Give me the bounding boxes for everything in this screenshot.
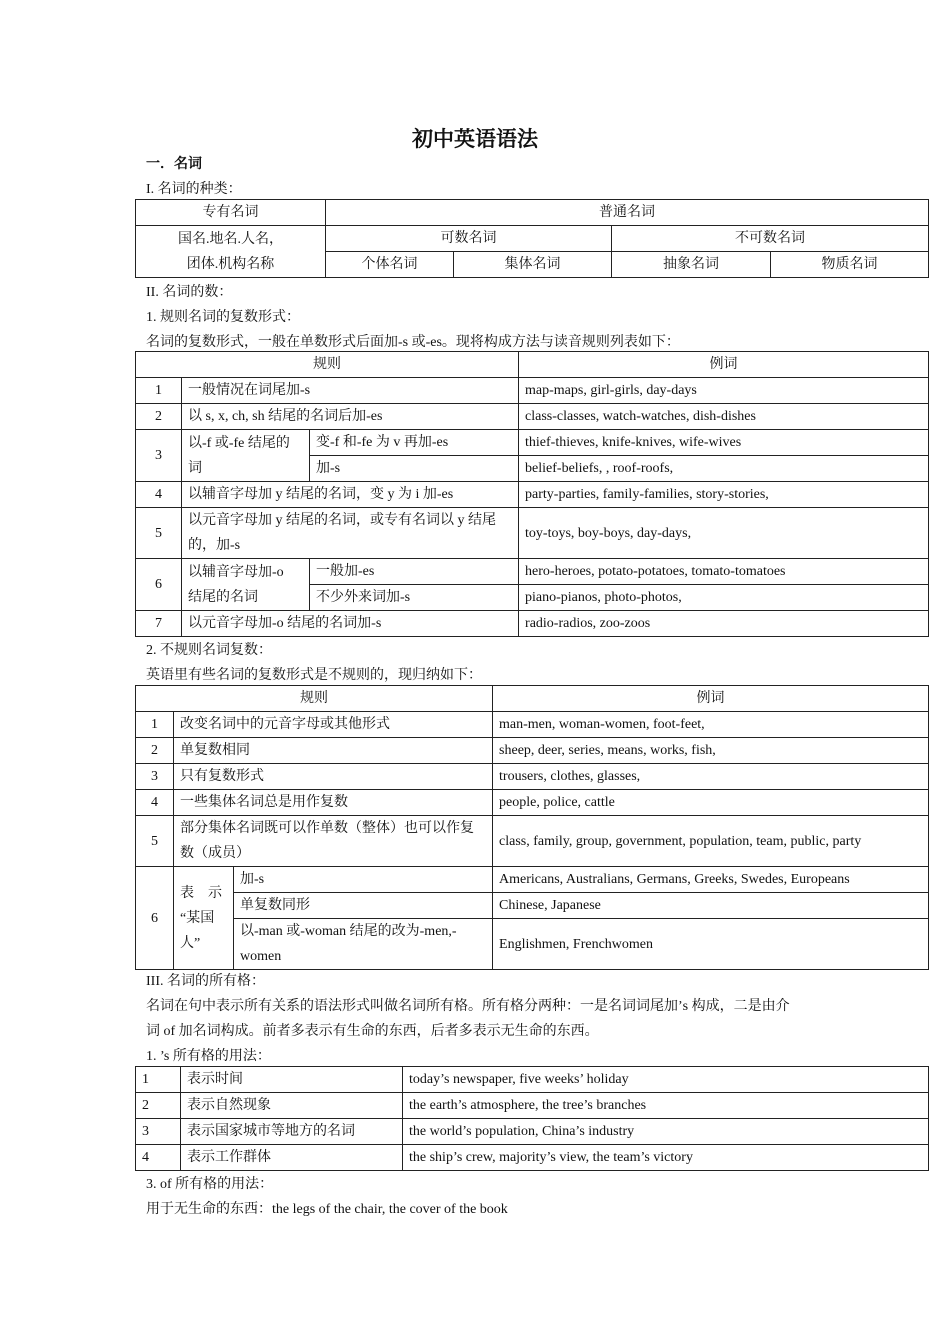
sub-rule-cell: [234, 919, 493, 970]
example-cell: trousers, clothes, glasses,: [493, 764, 929, 790]
row-number: 6: [136, 559, 182, 611]
rule-line: 结尾的名词: [188, 589, 258, 605]
table-row: [136, 738, 929, 764]
rule-line: 表 示: [180, 885, 222, 901]
header-example: 例词: [519, 352, 929, 378]
possessive-intro-line2: 词 of 加名词构成。前者多表示有生命的东西，后者多表示无生命的东西。: [146, 1024, 599, 1039]
header-example: 例词: [493, 686, 929, 712]
row-number: 5: [136, 508, 182, 559]
table-row: [136, 764, 929, 790]
example-cell: hero-heroes, potato-potatoes, tomato-tomatoes: [519, 559, 929, 585]
rule-line: 以-man 或-woman 结尾的改为-men,-: [240, 924, 457, 939]
row-number: 4: [136, 1145, 181, 1171]
cell-material: 物质名词: [771, 252, 929, 278]
table-row: [136, 790, 929, 816]
of-possessive-heading: 3. of 所有格的用法：: [146, 1177, 274, 1192]
example-cell: class-classes, watch-watches, dish-dishes: [519, 404, 929, 430]
rule-cell: [182, 559, 310, 611]
header-proper-noun: 专有名词: [136, 200, 326, 226]
sub-rule-cell: 单复数同形: [234, 893, 493, 919]
cell-abstract: 抽象名词: [612, 252, 771, 278]
header-uncountable: 不可数名词: [612, 226, 929, 252]
example-cell: Americans, Australians, Germans, Greeks, Swedes, Europeans: [493, 867, 929, 893]
rule-cell: 一般情况在词尾加-s: [182, 378, 519, 404]
usage-cell: 表示国家城市等地方的名词: [181, 1119, 403, 1145]
table-row: [136, 1093, 929, 1119]
table-row: [136, 508, 929, 559]
row-number: 1: [136, 712, 174, 738]
example-cell: the ship’s crew, majority’s view, the team’s victory: [403, 1145, 929, 1171]
example-cell: today’s newspaper, five weeks’ holiday: [403, 1067, 929, 1093]
usage-cell: 表示时间: [181, 1067, 403, 1093]
example-cell: map-maps, girl-girls, day-days: [519, 378, 929, 404]
rule-line: 词: [188, 460, 202, 476]
proper-noun-description: [136, 226, 326, 278]
usage-cell: 表示自然现象: [181, 1093, 403, 1119]
example-cell: toy-toys, boy-boys, day-days,: [519, 508, 929, 559]
rule-cell: 单复数相同: [174, 738, 493, 764]
cell-individual: 个体名词: [326, 252, 454, 278]
table-row: [136, 559, 929, 585]
rule-line: 部分集体名词既可以作单数（整体）也可以作复: [180, 821, 474, 836]
rule-line: 的，加-s: [188, 538, 241, 553]
row-number: 3: [136, 1119, 181, 1145]
row-number: 6: [136, 867, 174, 970]
rule-line: 人”: [180, 935, 201, 951]
table-row: [136, 482, 929, 508]
regular-plural-intro: 名词的复数形式，一般在单数形式后面加-s 或-es。现将构成方法与读音规则列表如下：: [146, 335, 680, 350]
example-cell: party-parties, family-families, story-stories,: [519, 482, 929, 508]
sub-rule-cell: 加-s: [310, 456, 519, 482]
irregular-plural-heading: 2. 不规则名词复数：: [146, 643, 272, 658]
rule-line: “某国: [180, 910, 215, 926]
proper-desc-line1: 国名.地名.人名，: [178, 231, 283, 247]
irregular-plural-intro: 英语里有些名词的复数形式是不规则的，现归纳如下：: [146, 668, 482, 683]
sub-rule-cell: 变-f 和-fe 为 v 再加-es: [310, 430, 519, 456]
rule-cell: 以元音字母加-o 结尾的名词加-s: [182, 611, 519, 637]
rule-cell: [174, 816, 493, 867]
example-cell: Englishmen, Frenchwomen: [493, 919, 929, 970]
row-number: 3: [136, 430, 182, 482]
row-number: 3: [136, 764, 174, 790]
row-number: 7: [136, 611, 182, 637]
noun-types-table: [135, 199, 929, 278]
possessive-intro-line1: 名词在句中表示所有关系的语法形式叫做名词所有格。所有格分两种：一是名词词尾加’s 构成，二是由介: [146, 999, 790, 1014]
s-possessive-table: [135, 1066, 929, 1171]
example-cell: belief-beliefs, , roof-roofs,: [519, 456, 929, 482]
example-cell: Chinese, Japanese: [493, 893, 929, 919]
section-heading-nouns: 一．名词: [146, 157, 202, 172]
rule-cell: 改变名词中的元音字母或其他形式: [174, 712, 493, 738]
table-row: [136, 867, 929, 893]
example-cell: sheep, deer, series, means, works, fish,: [493, 738, 929, 764]
example-cell: people, police, cattle: [493, 790, 929, 816]
header-rule: 规则: [136, 352, 519, 378]
table-row: [136, 1067, 929, 1093]
rule-cell: 以 s, x, ch, sh 结尾的名词后加-es: [182, 404, 519, 430]
row-number: 1: [136, 1067, 181, 1093]
rule-line: 以-f 或-fe 结尾的: [188, 435, 290, 451]
table-row: [136, 893, 929, 919]
possessive-heading: III. 名词的所有格：: [146, 974, 265, 989]
rule-line: 以辅音字母加-o: [188, 564, 284, 580]
s-possessive-heading: 1. ’s 所有格的用法：: [146, 1049, 271, 1064]
table-row: [136, 919, 929, 970]
irregular-plural-table: [135, 685, 929, 970]
table-row: [136, 611, 929, 637]
table-row: [136, 712, 929, 738]
example-cell: piano-pianos, photo-photos,: [519, 585, 929, 611]
cell-collective: 集体名词: [454, 252, 612, 278]
row-number: 2: [136, 1093, 181, 1119]
example-cell: radio-radios, zoo-zoos: [519, 611, 929, 637]
example-cell: the earth’s atmosphere, the tree’s branches: [403, 1093, 929, 1119]
rule-line: 以元音字母加 y 结尾的名词，或专有名词以 y 结尾: [188, 513, 496, 528]
row-number: 2: [136, 738, 174, 764]
regular-plural-table: [135, 351, 929, 637]
rule-cell: [182, 430, 310, 482]
regular-plural-heading: 1. 规则名词的复数形式：: [146, 310, 300, 325]
row-number: 1: [136, 378, 182, 404]
rule-cell: 以辅音字母加 y 结尾的名词，变 y 为 i 加-es: [182, 482, 519, 508]
header-rule: 规则: [136, 686, 493, 712]
rule-cell: 一些集体名词总是用作复数: [174, 790, 493, 816]
sub-rule-cell: 不少外来词加-s: [310, 585, 519, 611]
table-row: [136, 1145, 929, 1171]
header-countable: 可数名词: [326, 226, 612, 252]
header-common-noun: 普通名词: [326, 200, 929, 226]
example-cell: thief-thieves, knife-knives, wife-wives: [519, 430, 929, 456]
page-title: 初中英语语法: [412, 127, 538, 151]
rule-cell: [174, 867, 234, 970]
table-row: [136, 430, 929, 456]
row-number: 4: [136, 790, 174, 816]
example-cell: class, family, group, government, population, team, public, party: [493, 816, 929, 867]
row-number: 2: [136, 404, 182, 430]
rule-cell: 只有复数形式: [174, 764, 493, 790]
rule-cell: [182, 508, 519, 559]
table-row: [136, 378, 929, 404]
table-row: [136, 404, 929, 430]
of-possessive-text: 用于无生命的东西：the legs of the chair, the cover of the book: [146, 1202, 508, 1217]
sub-rule-cell: 加-s: [234, 867, 493, 893]
table-row: [136, 1119, 929, 1145]
row-number: 4: [136, 482, 182, 508]
rule-line: 数（成员）: [180, 846, 250, 861]
example-cell: man-men, woman-women, foot-feet,: [493, 712, 929, 738]
sub-rule-cell: 一般加-es: [310, 559, 519, 585]
row-number: 5: [136, 816, 174, 867]
types-heading: I. 名词的种类：: [146, 182, 242, 197]
proper-desc-line2: 团体.机构名称: [186, 256, 275, 272]
number-heading: II. 名词的数：: [146, 285, 233, 300]
usage-cell: 表示工作群体: [181, 1145, 403, 1171]
example-cell: the world’s population, China’s industry: [403, 1119, 929, 1145]
table-row: [136, 816, 929, 867]
rule-line: women: [240, 949, 282, 964]
